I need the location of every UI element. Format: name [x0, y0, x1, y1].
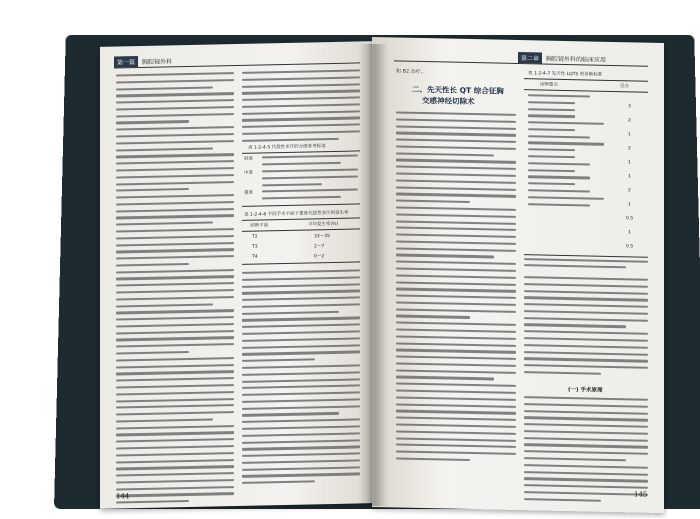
left-table-2-col-2: 平均发生率(%)	[308, 221, 339, 228]
right-table-score-8: 1	[628, 202, 631, 208]
right-table-rule-bottom	[524, 254, 648, 258]
right-table-score-10: 1	[628, 230, 631, 236]
left-page	[100, 41, 372, 509]
right-table-score-7: 2	[628, 188, 631, 194]
right-table-title: 表 1-2-4-7 先天性 LQTS 的诊断标准	[528, 71, 603, 78]
left-table-2-rule-top	[242, 217, 360, 220]
right-column-2-lower	[524, 396, 648, 507]
left-table-1-row-1-label: 轻度	[244, 156, 253, 162]
left-column-1	[116, 72, 234, 508]
right-table-score-3: 1	[628, 132, 631, 138]
left-table-1-row-2-text	[262, 168, 358, 190]
right-table-score-4: 2	[628, 146, 631, 152]
left-table-2-r3-a: T4	[252, 254, 258, 260]
right-table-score-1: 3	[628, 104, 631, 110]
right-header-tag: 第二章	[518, 52, 542, 64]
right-column-2	[524, 276, 648, 380]
left-table-2-r2-a: T3	[252, 244, 258, 250]
left-header-title: 胸腔镜外科	[142, 58, 173, 66]
left-table-2-rule-bottom	[242, 261, 360, 264]
right-header-rule	[394, 51, 648, 66]
right-intro-fragment: 和 B2 治疗。	[396, 68, 426, 76]
right-subsection-title: (一) 手术原理	[568, 387, 603, 394]
right-section-title-line-2: 交感神经切除术	[422, 95, 475, 107]
right-header-title: 胸腔镜外科的临床应用	[546, 55, 607, 64]
right-table-footnote	[524, 258, 648, 273]
right-column-1	[396, 111, 516, 466]
left-table-2-r1-b: 33～35	[314, 234, 330, 240]
left-table-1-row-2-label: 中度	[244, 170, 253, 176]
left-table-1-rule-bottom	[242, 203, 360, 206]
right-table-col-1: 诊断要点	[540, 82, 558, 88]
right-table-col-2: 记分	[620, 84, 629, 90]
left-table-2-col-1: 切断平面	[250, 223, 268, 229]
left-table-1-title: 表 1-2-4-5 代偿性多汗的分级参考标准	[248, 144, 326, 151]
right-table-criteria	[528, 94, 604, 211]
left-table-2-rule-mid	[242, 228, 360, 231]
left-table-1-row-3-label: 重度	[244, 190, 253, 196]
left-table-2-r2-b: 2～7	[314, 244, 325, 250]
left-table-1-rule-top	[242, 150, 360, 153]
left-table-1-row-3-text	[262, 188, 358, 204]
left-page-number: 144	[116, 492, 130, 501]
left-table-1-row-1-text	[262, 154, 358, 170]
left-header-tag: 第一篇	[114, 56, 138, 68]
right-table-score-2: 2	[628, 118, 631, 124]
left-table-2-title: 表 1-2-4-6 不同手术平面下重度代偿性多汗的发生率	[244, 210, 349, 218]
left-column-2-top	[242, 69, 360, 146]
right-table-score-9: 0.5	[626, 216, 634, 222]
left-table-2-r1-a: T2	[252, 234, 258, 240]
left-column-2-bottom	[242, 269, 360, 488]
right-section-title-line-1: 二、先天性长 QT 综合征胸	[412, 84, 504, 96]
right-table-score-6: 1	[628, 174, 631, 180]
right-table-rule-mid	[524, 89, 648, 93]
right-page-number: 145	[634, 490, 648, 499]
right-table-score-11: 0.5	[626, 244, 634, 250]
right-page	[372, 37, 664, 513]
left-table-2-r3-b: 0～2	[314, 254, 325, 260]
right-table-score-5: 1	[628, 160, 631, 166]
